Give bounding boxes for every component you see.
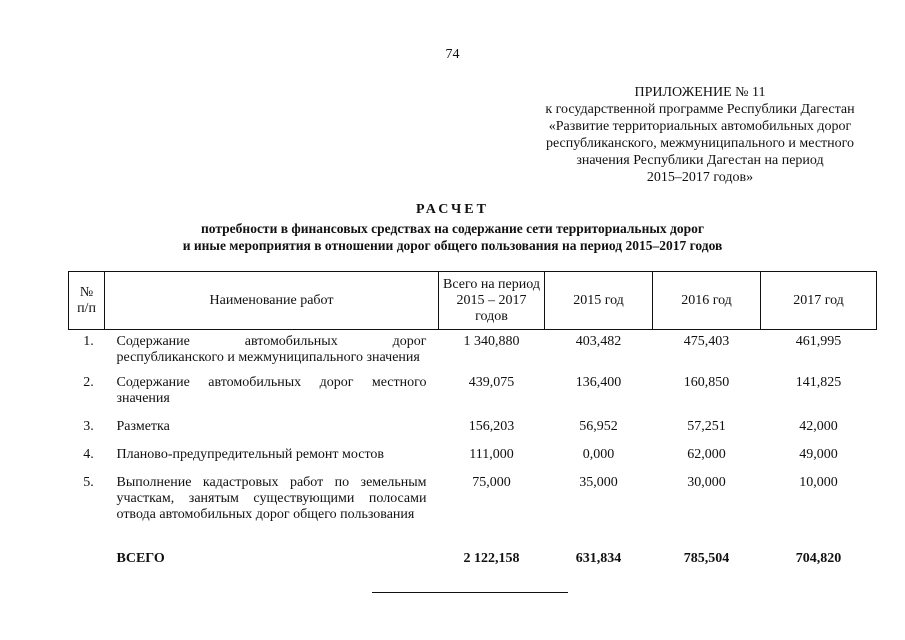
row-2016: 475,403 [683, 334, 730, 349]
subtitle-line-1: потребности в финансовых средствах на содержание сети территориальных дорог [201, 221, 704, 236]
row-name: Разметка [116, 418, 170, 434]
header-2016: 2016 год [653, 272, 761, 330]
subtitle-line-2: и иные мероприятия в отношении дорог общего пользования на период 2015–2017 годов [182, 238, 723, 253]
header-total: Всего на период 2015 – 2017 годов [439, 272, 545, 330]
row-2017: 10,000 [799, 474, 838, 490]
row-2016: 30,000 [687, 474, 726, 490]
appendix-line: «Развитие территориальных автомобильных дорог [548, 119, 852, 134]
row-num: 2. [83, 374, 94, 390]
header-name: Наименование работ [105, 272, 439, 330]
page-number: 74 [445, 47, 460, 62]
total-2016: 785,504 [683, 550, 730, 566]
table-total-row [69, 551, 877, 579]
row-num: 3. [83, 418, 94, 434]
appendix-line: республиканского, межмуниципального и местного [545, 136, 855, 151]
appendix-line: 2015–2017 годов» [646, 170, 754, 185]
row-num: 5. [83, 474, 94, 490]
row-2015: 136,400 [575, 374, 622, 390]
row-name: Содержание автомобильных дорог республиканского и межмуниципального значения [116, 334, 427, 365]
document-title: РАСЧЕТ [416, 202, 489, 217]
table-header-row [69, 272, 877, 330]
header-2017: 2017 год [761, 272, 877, 330]
total-2015: 631,834 [575, 550, 622, 566]
row-2016: 160,850 [683, 374, 730, 390]
row-2015: 0,000 [582, 446, 615, 462]
row-2016: 57,251 [687, 418, 726, 434]
appendix-header [500, 84, 900, 186]
header-2015: 2015 год [545, 272, 653, 330]
row-2017: 461,995 [795, 334, 842, 349]
row-2017: 49,000 [799, 446, 838, 462]
row-name: Содержание автомобильных дорог местного значения [116, 374, 427, 406]
row-2015: 403,482 [575, 334, 622, 349]
row-2017: 141,825 [795, 374, 842, 390]
row-total: 439,075 [468, 374, 515, 390]
header-num: № п/п [69, 272, 105, 330]
row-num: 4. [83, 446, 94, 462]
row-num: 1. [83, 334, 94, 349]
works-table [68, 271, 877, 579]
total-num [69, 551, 105, 579]
closing-divider [372, 592, 568, 593]
table-row [69, 330, 877, 375]
row-total: 1 340,880 [463, 334, 520, 349]
row-2015: 35,000 [579, 474, 618, 490]
total-label: ВСЕГО [116, 550, 165, 566]
total-2017: 704,820 [795, 550, 842, 566]
row-total: 156,203 [468, 418, 515, 434]
table-row [69, 419, 877, 447]
row-2017: 42,000 [799, 418, 838, 434]
total-sum: 2 122,158 [463, 550, 520, 566]
appendix-line: значения Республики Дагестан на период [576, 153, 824, 168]
appendix-line: ПРИЛОЖЕНИЕ № 11 [634, 85, 766, 100]
table-row [69, 475, 877, 551]
row-2016: 62,000 [687, 446, 726, 462]
row-name: Выполнение кадастровых работ по земельным участкам, занятым существующими полосами отвода автомобильных дорог общего пользования [116, 474, 427, 522]
row-2015: 56,952 [579, 418, 618, 434]
row-total: 75,000 [472, 474, 511, 490]
row-name: Планово-предупредительный ремонт мостов [116, 446, 385, 462]
document-subtitle [0, 220, 905, 254]
row-total: 111,000 [469, 446, 514, 462]
table-row [69, 447, 877, 475]
appendix-line: к государственной программе Республики Дагестан [545, 102, 855, 117]
table-row [69, 375, 877, 419]
